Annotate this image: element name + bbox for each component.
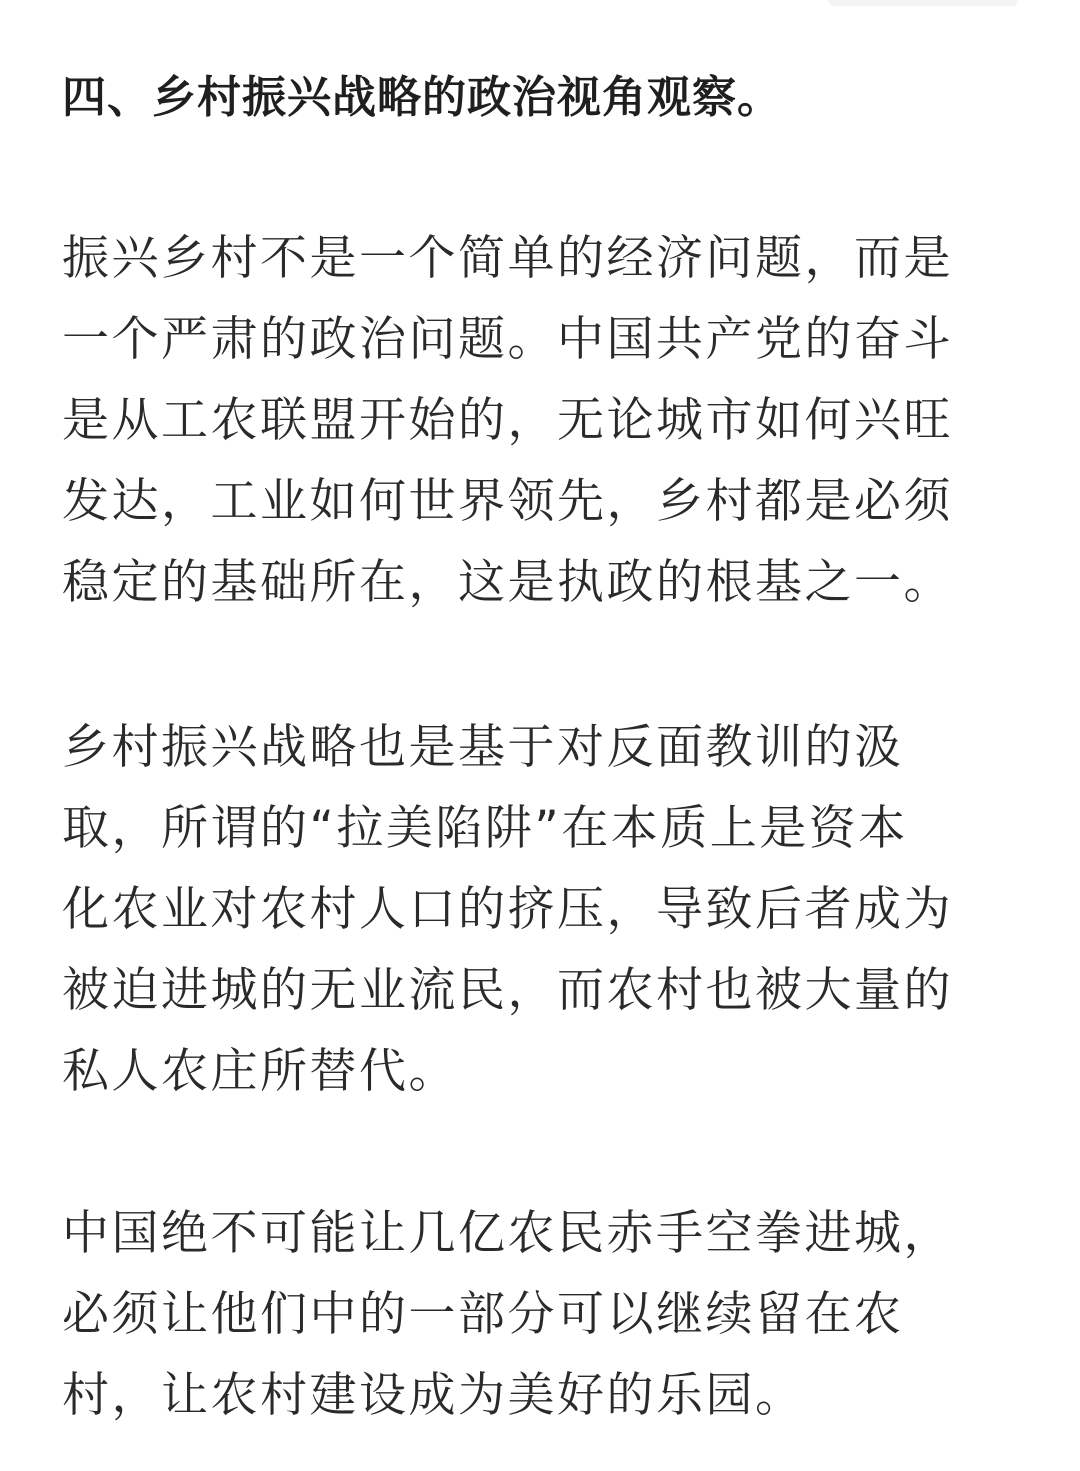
paragraph-line: 一个严肃的政治问题。中国共产党的奋斗 [62,312,953,367]
paragraph-line: 村，让农村建设成为美好的乐园。 [62,1368,805,1423]
paragraph-line: 稳定的基础所在，这是执政的根基之一。 [62,555,953,610]
paragraph-line: 中国绝不可能让几亿农民赤手空拳进城， [62,1206,953,1261]
paragraph-line: 发达，工业如何世界领先，乡村都是必须 [62,474,953,529]
paragraph-line: 取，所谓的“拉美陷阱”在本质上是资本 [62,801,908,856]
section-heading: 四、乡村振兴战略的政治视角观察。 [62,72,782,123]
paragraph-line: 是从工农联盟开始的，无论城市如何兴旺 [62,393,953,448]
paragraph-line: 化农业对农村人口的挤压，导致后者成为 [62,882,953,937]
paragraph-line: 振兴乡村不是一个简单的经济问题，而是 [62,231,953,286]
paragraph-3 [62,1193,1022,1436]
paragraph-line: 必须让他们中的一部分可以继续留在农 [62,1287,904,1342]
paragraph-line: 乡村振兴战略也是基于对反面教训的汲 [62,720,904,775]
paragraph-1 [62,218,1022,623]
top-edge-decoration [828,0,1018,6]
paragraph-2 [62,707,1022,1112]
paragraph-line: 被迫进城的无业流民，而农村也被大量的 [62,963,953,1018]
paragraph-line: 私人农庄所替代。 [62,1044,458,1099]
